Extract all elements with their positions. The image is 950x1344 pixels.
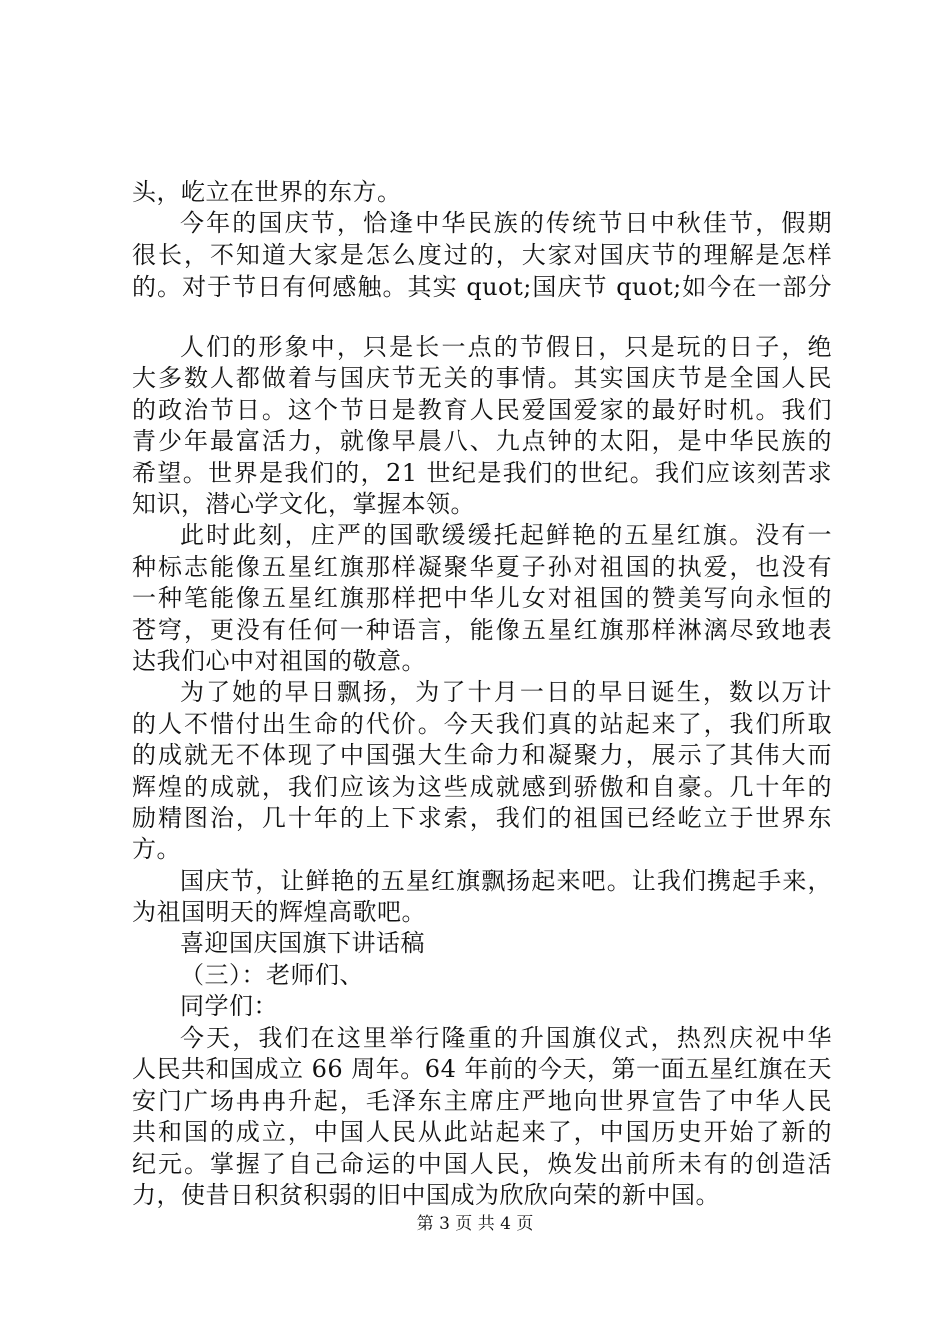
text-line: 种标志能像五星红旗那样凝聚华夏子孙对祖国的执爱，也没有	[132, 553, 832, 581]
text-line: 安门广场冉冉升起，毛泽东主席庄严地向世界宣告了中华人民	[132, 1087, 832, 1115]
section-heading: 喜迎国庆国旗下讲话稿	[180, 929, 425, 957]
text-line: 励精图治，几十年的上下求索，我们的祖国已经屹立于世界东	[132, 804, 832, 832]
text-line: （三）：老师们、	[180, 961, 364, 989]
text-line: 头，屹立在世界的东方。	[132, 178, 402, 206]
text-line: 青少年最富活力，就像早晨八、九点钟的太阳，是中华民族的	[132, 427, 832, 455]
text-line: 苍穹，更没有任何一种语言，能像五星红旗那样淋漓尽致地表	[132, 616, 832, 644]
text-line: 的成就无不体现了中国强大生命力和凝聚力，展示了其伟大而	[132, 741, 832, 769]
text-line: 同学们：	[180, 992, 278, 1020]
text-line: 人民共和国成立 66 周年。64 年前的今天，第一面五星红旗在天	[132, 1055, 832, 1083]
text-line: 的。对于节日有何感触。其实 quot;国庆节 quot;如今在一部分	[132, 273, 832, 301]
text-line: 今天，我们在这里举行隆重的升国旗仪式，热烈庆祝中华	[180, 1024, 832, 1052]
text-line: 今年的国庆节，恰逢中华民族的传统节日中秋佳节，假期	[180, 209, 832, 237]
text-line: 达我们心中对祖国的敬意。	[132, 647, 426, 675]
text-line: 纪元。掌握了自己命运的中国人民，焕发出前所未有的创造活	[132, 1150, 832, 1178]
text-line: 此时此刻，庄严的国歌缓缓托起鲜艳的五星红旗。没有一	[180, 521, 832, 549]
text-line: 大多数人都做着与国庆节无关的事情。其实国庆节是全国人民	[132, 364, 832, 392]
text-line: 国庆节，让鲜艳的五星红旗飘扬起来吧。让我们携起手来，	[180, 867, 832, 895]
page-footer: 第 3 页 共 4 页	[416, 1214, 534, 1234]
text-line: 一种笔能像五星红旗那样把中华儿女对祖国的赞美写向永恒的	[132, 584, 832, 612]
text-line: 的人不惜付出生命的代价。今天我们真的站起来了，我们所取	[132, 710, 832, 738]
text-line: 为了她的早日飘扬，为了十月一日的早日诞生，数以万计	[180, 678, 832, 706]
text-line: 共和国的成立，中国人民从此站起来了，中国历史开始了新的	[132, 1118, 832, 1146]
text-line: 知识，潜心学文化，掌握本领。	[132, 490, 475, 518]
text-line: 的政治节日。这个节日是教育人民爱国爱家的最好时机。我们	[132, 396, 832, 424]
text-line: 很长，不知道大家是怎么度过的，大家对国庆节的理解是怎样	[132, 241, 832, 269]
text-line: 人们的形象中，只是长一点的节假日，只是玩的日子，绝	[180, 333, 832, 361]
text-line: 希望。世界是我们的，21 世纪是我们的世纪。我们应该刻苦求	[132, 459, 832, 487]
text-line: 力，使昔日积贫积弱的旧中国成为欣欣向荣的新中国。	[132, 1181, 720, 1209]
text-line: 为祖国明天的辉煌高歌吧。	[132, 898, 426, 926]
text-line: 方。	[132, 835, 181, 863]
text-line: 辉煌的成就，我们应该为这些成就感到骄傲和自豪。几十年的	[132, 773, 832, 801]
